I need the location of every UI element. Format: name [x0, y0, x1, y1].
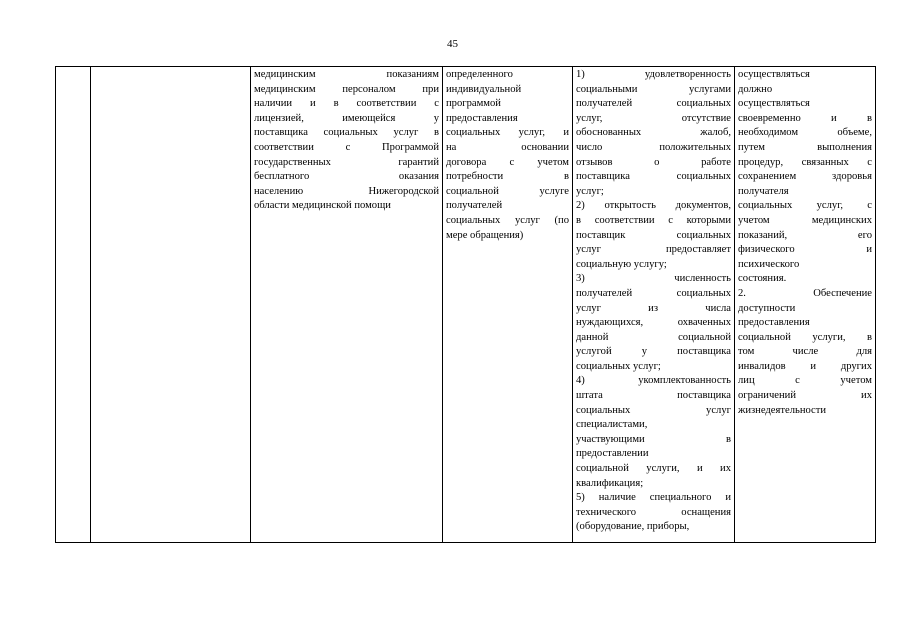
- cell-line: осуществляться: [738, 98, 810, 110]
- cell-line: договора с учетом: [446, 156, 569, 168]
- cell-line: 2. Обеспечение: [738, 287, 872, 299]
- cell-line: получателей: [446, 200, 503, 212]
- cell-line: своевременно и в: [738, 112, 872, 124]
- cell-line: на основании: [446, 141, 569, 153]
- cell-line: поставщика социальных: [576, 171, 731, 183]
- cell-line: области медицинской помощи: [254, 200, 391, 212]
- cell-line: сохранением здоровья: [738, 171, 872, 183]
- cell-line: том числе для: [738, 346, 872, 358]
- cell-line: данной социальной: [576, 331, 731, 343]
- cell-line: осуществляться: [738, 69, 810, 80]
- cell-description: [251, 67, 443, 543]
- cell-line: населению Нижегородской: [254, 185, 439, 197]
- cell-line: программой: [446, 98, 501, 110]
- cell-line: состояния.: [738, 273, 787, 285]
- cell-line: определенного: [446, 69, 513, 80]
- cell-line: физического и: [738, 244, 872, 256]
- cell-line: участвующими в: [576, 433, 731, 445]
- cell-line: 5) наличие специального и: [576, 492, 731, 504]
- cell-line: индивидуальной: [446, 83, 522, 95]
- cell-line: предоставлении: [576, 448, 649, 460]
- cell-line: психического: [738, 258, 800, 270]
- cell-line: социальных услуг, и: [446, 127, 569, 139]
- cell-line: учетом медицинских: [738, 214, 872, 226]
- cell-line: 2) открытость документов,: [576, 200, 731, 212]
- cell-line: предоставления: [738, 317, 810, 329]
- cell-line: получателя: [738, 185, 789, 197]
- cell-line: штата поставщика: [576, 390, 731, 402]
- cell-line: социальными услугами: [576, 83, 731, 95]
- cell-line: число положительных: [576, 141, 731, 153]
- cell-line: путем выполнения: [738, 141, 872, 153]
- cell-line: поставщика социальных услуг в: [254, 127, 439, 139]
- cell-line: жизнедеятельности: [738, 404, 827, 416]
- cell-line: услугой у поставщика: [576, 346, 731, 358]
- cell-line: социальных услуг (по: [446, 214, 569, 226]
- cell-line: социальных услуг: [576, 404, 731, 416]
- cell-line: получателей социальных: [576, 287, 731, 299]
- cell-line: процедур, связанных с: [738, 156, 872, 168]
- cell-line: социальной услуге: [446, 185, 569, 197]
- cell-line: лиц с учетом: [738, 375, 872, 387]
- cell-line: доступности: [738, 302, 796, 314]
- table-row: [56, 67, 876, 543]
- cell-line: необходимом объеме,: [738, 127, 872, 139]
- cell-line: предоставления: [446, 112, 518, 124]
- cell-line: социальных услуг;: [576, 360, 661, 372]
- cell-line: квалификация;: [576, 477, 644, 489]
- cell-line: услуг, отсутствие: [576, 112, 731, 124]
- cell-line: лицензией, имеющейся у: [254, 112, 439, 124]
- cell-line: социальной услуги, и их: [576, 463, 731, 475]
- cell-line: наличии и в соответствии с: [254, 98, 439, 110]
- cell-line: услуг предоставляет: [576, 244, 731, 256]
- cell-number: [56, 67, 91, 543]
- cell-line: социальной услуги, в: [738, 331, 872, 343]
- cell-line: 1) удовлетворенность: [576, 69, 731, 80]
- cell-service-name: [91, 67, 251, 543]
- cell-line: соответствии с Программой: [254, 141, 439, 153]
- cell-line: государственных гарантий: [254, 156, 439, 168]
- cell-line: 3) численность: [576, 273, 731, 285]
- cell-line: социальную услугу;: [576, 258, 667, 270]
- cell-line: нуждающихся, охваченных: [576, 317, 731, 329]
- cell-line: поставщик социальных: [576, 229, 731, 241]
- services-table: [55, 66, 876, 543]
- cell-terms: [443, 67, 573, 543]
- cell-line: (оборудование, приборы,: [576, 521, 690, 533]
- cell-line: 4) укомплектованность: [576, 375, 731, 387]
- cell-line: медицинским персоналом при: [254, 83, 439, 95]
- cell-line: социальных услуг, с: [738, 200, 872, 212]
- cell-line: в соответствии с которыми: [576, 214, 731, 226]
- cell-line: специалистами,: [576, 419, 648, 431]
- cell-line: обоснованных жалоб,: [576, 127, 731, 139]
- cell-line: мере обращения): [446, 229, 524, 241]
- cell-line: должно: [738, 83, 773, 95]
- cell-line: отзывов о работе: [576, 156, 731, 168]
- cell-line: услуг из числа: [576, 302, 731, 314]
- cell-line: получателей социальных: [576, 98, 731, 110]
- cell-line: потребности в: [446, 171, 569, 183]
- cell-line: ограничений их: [738, 390, 872, 402]
- cell-line: медицинским показаниям: [254, 69, 439, 80]
- cell-line: показаний, его: [738, 229, 872, 241]
- cell-line: технического оснащения: [576, 506, 731, 518]
- page-number: 45: [447, 38, 458, 50]
- cell-line: инвалидов и других: [738, 360, 872, 372]
- cell-conditions: [735, 67, 876, 543]
- cell-line: бесплатного оказания: [254, 171, 439, 183]
- cell-line: услуг;: [576, 185, 604, 197]
- cell-quality-indicators: [573, 67, 735, 543]
